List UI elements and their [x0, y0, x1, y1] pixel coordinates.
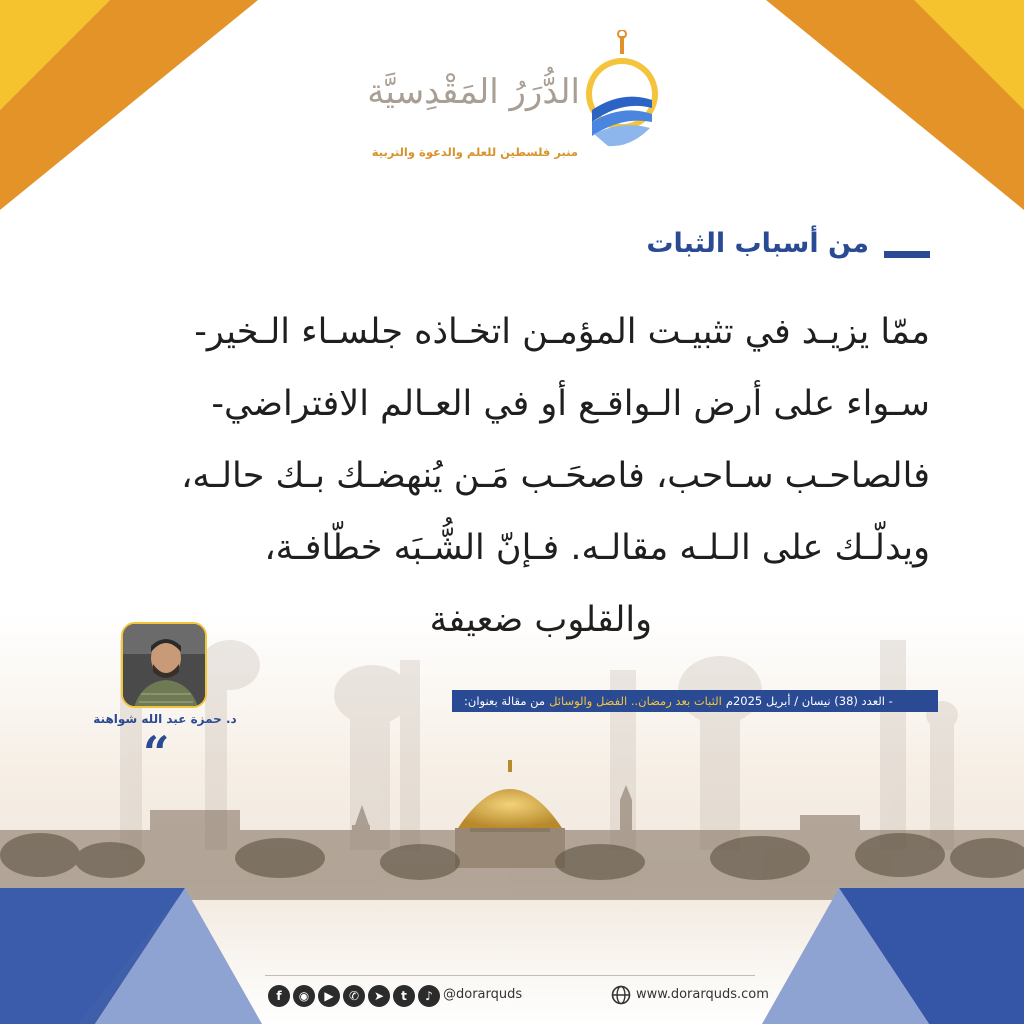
author-photo [121, 622, 207, 708]
source-prefix: من مقالة بعنوان: [464, 694, 546, 708]
whatsapp-icon[interactable]: ✆ [343, 985, 365, 1007]
globe-icon [611, 985, 631, 1005]
quote-line: ممّا يزيـد في تثبيـت المؤمـن اتخـاذه جلسـاء الـخير- [194, 312, 930, 352]
footer-divider [265, 975, 755, 976]
article-source [452, 690, 938, 712]
telegram-icon[interactable]: ➤ [368, 985, 390, 1007]
quote-line: ويدلّـك على الـلـه مقالـه. فـإنّ الشُّـبَه خطّافـة، [264, 528, 930, 568]
website-link[interactable]: www.dorarquds.com [636, 987, 769, 1002]
quote-line: فالصاحـب سـاحب، فاصحَـب مَـن يُنهضـك بـك حالـه، [181, 456, 930, 496]
quote-icon: “ [143, 726, 170, 780]
source-issue: - العدد (38) نيسان / أبريل 2025م [725, 694, 893, 708]
social-handle[interactable]: @dorarquds [443, 987, 523, 1002]
tiktok-icon[interactable]: ♪ [418, 985, 440, 1007]
facebook-icon[interactable]: f [268, 985, 290, 1007]
youtube-icon[interactable]: ▶ [318, 985, 340, 1007]
logo-tagline: منبر فلسطين للعلم والدعوة والتربية [371, 145, 578, 159]
social-icons [268, 985, 440, 1007]
bottom-corner-decoration [0, 880, 1024, 1024]
author-name: د. حمزة عبد الله شواهنة [93, 712, 237, 726]
twitter-icon[interactable]: t [393, 985, 415, 1007]
logo-title: الدُّرَرُ المَقْدِسيَّة [367, 72, 580, 112]
heading-accent-bar [884, 251, 930, 258]
section-heading: من أسباب الثبات [646, 228, 869, 259]
quote-line: والقلوب ضعيفة [429, 600, 652, 640]
instagram-icon[interactable]: ◉ [293, 985, 315, 1007]
quote-line: سـواء على أرض الـواقـع أو في العـالم الافتراضي- [211, 384, 930, 424]
source-title: الثبات بعد رمضان.. الفضل والوسائل [549, 694, 722, 708]
quote-body [108, 296, 930, 656]
